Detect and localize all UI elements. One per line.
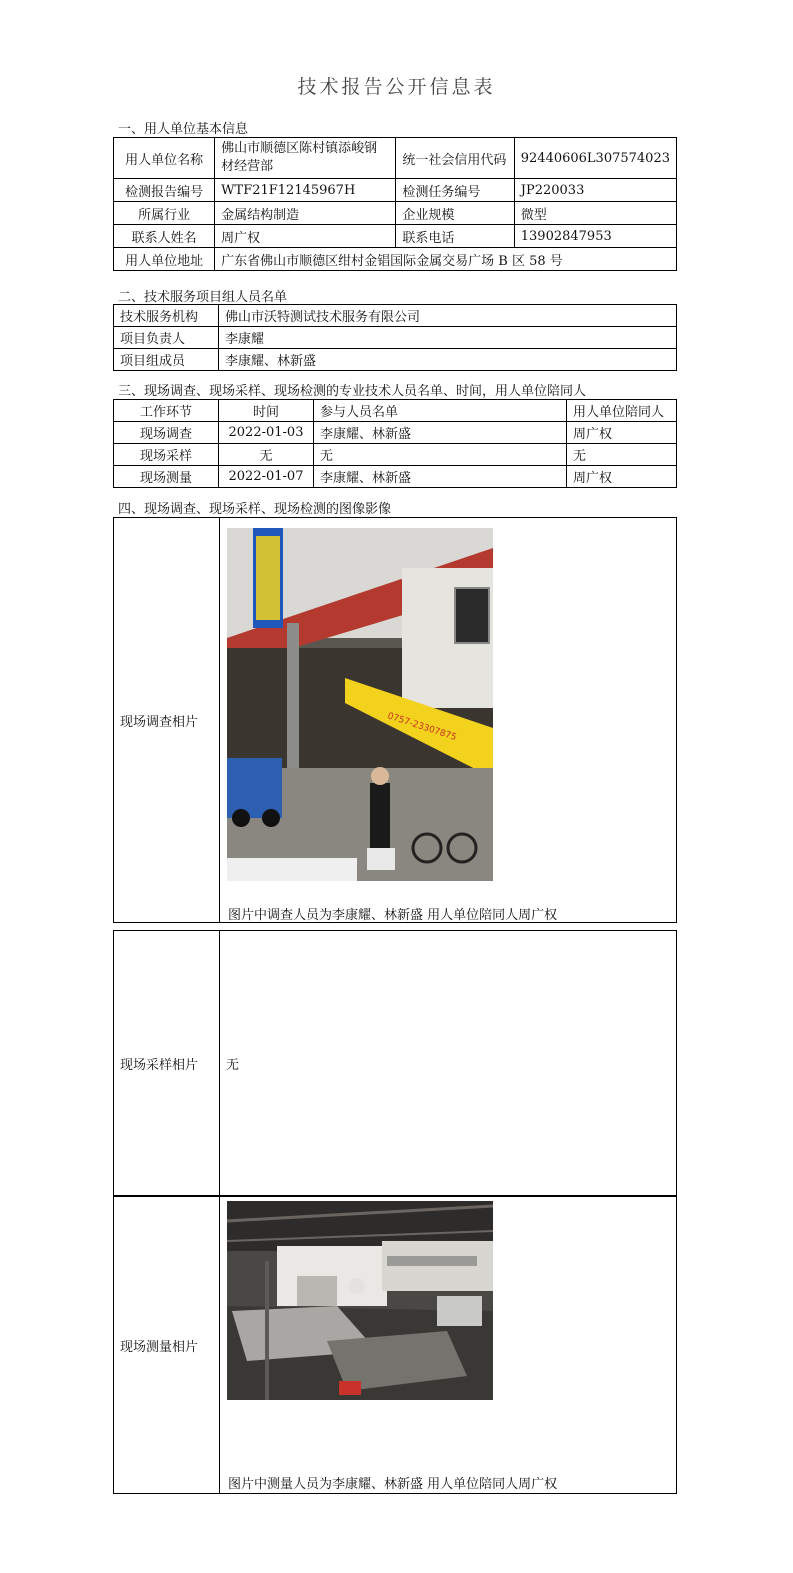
cell: 所属行业 (114, 202, 215, 225)
table-row (114, 138, 677, 179)
cell: 92440606L307574023 (514, 138, 676, 179)
table-row (114, 179, 677, 202)
survey-photo-label: 现场调查相片 (114, 518, 220, 923)
cell: 李康耀、林新盛 (314, 422, 567, 444)
cell: 周广权 (567, 422, 677, 444)
sampling-photo-value: 无 (220, 931, 677, 1196)
header-cell: 参与人员名单 (314, 400, 567, 422)
team-table (113, 304, 677, 371)
cell: JP220033 (514, 179, 676, 202)
measure-photo-cell (220, 1197, 677, 1494)
cell: 李康耀 (219, 327, 677, 349)
section4-heading: 四、现场调查、现场采样、现场检测的图像影像 (118, 502, 392, 517)
table-row (114, 305, 677, 327)
cell: 李康耀、林新盛 (314, 466, 567, 488)
warehouse-entrance-image (227, 528, 493, 881)
cell: 佛山市沃特测试技术服务有限公司 (219, 305, 677, 327)
cell: 13902847953 (514, 225, 676, 248)
cell: 项目负责人 (114, 327, 219, 349)
table-row (114, 1197, 677, 1494)
sign-phone-text: 0757-23307875 (386, 711, 458, 744)
cell: 联系电话 (396, 225, 514, 248)
cell: 金属结构制造 (215, 202, 396, 225)
table-row (114, 349, 677, 371)
basic-info-table (113, 137, 677, 271)
cell: 联系人姓名 (114, 225, 215, 248)
sampling-photo-label: 现场采样相片 (114, 931, 220, 1196)
table-row (114, 466, 677, 488)
survey-photo-cell (220, 518, 677, 923)
sampling-photo-table (113, 930, 677, 1196)
header-cell: 用人单位陪同人 (567, 400, 677, 422)
cell: 现场调查 (114, 422, 219, 444)
table-row (114, 931, 677, 1196)
cell: 佛山市顺德区陈村镇添峻钢材经营部 (215, 138, 396, 179)
survey-photo-caption: 图片中调查人员为李康耀、林新盛 用人单位陪同人周广权 (228, 908, 558, 923)
table-row (114, 225, 677, 248)
page-title: 技术报告公开信息表 (297, 76, 496, 98)
table-row (114, 327, 677, 349)
cell: 检测报告编号 (114, 179, 215, 202)
cell: 微型 (514, 202, 676, 225)
section1-heading: 一、用人单位基本信息 (118, 122, 249, 137)
cell: 李康耀、林新盛 (219, 349, 677, 371)
cell: WTF21F12145967H (215, 179, 396, 202)
cell: 广东省佛山市顺德区绀村金锠国际金属交易广场 B 区 58 号 (215, 248, 677, 271)
measure-photo-label: 现场测量相片 (114, 1197, 220, 1494)
table-header-row (114, 400, 677, 422)
schedule-table (113, 399, 677, 488)
cell: 2022-01-03 (219, 422, 314, 444)
cell: 项目组成员 (114, 349, 219, 371)
cell: 技术服务机构 (114, 305, 219, 327)
measure-photo-table (113, 1196, 677, 1494)
workshop-image (227, 1201, 493, 1400)
header-cell: 工作环节 (114, 400, 219, 422)
section3-heading: 三、现场调查、现场采样、现场检测的专业技术人员名单、时间，用人单位陪同人 (118, 384, 587, 399)
cell: 用人单位地址 (114, 248, 215, 271)
cell: 无 (219, 444, 314, 466)
cell: 2022-01-07 (219, 466, 314, 488)
cell: 周广权 (215, 225, 396, 248)
survey-photo-table (113, 517, 677, 923)
table-row (114, 202, 677, 225)
table-row (114, 444, 677, 466)
cell: 无 (314, 444, 567, 466)
measure-photo (227, 1201, 493, 1400)
table-row (114, 248, 677, 271)
cell: 统一社会信用代码 (396, 138, 514, 179)
table-row (114, 518, 677, 923)
header-cell: 时间 (219, 400, 314, 422)
section2-heading: 二、技术服务项目组人员名单 (118, 290, 288, 305)
cell: 现场测量 (114, 466, 219, 488)
survey-photo (227, 528, 493, 881)
cell: 现场采样 (114, 444, 219, 466)
cell: 周广权 (567, 466, 677, 488)
table-row (114, 422, 677, 444)
cell: 用人单位名称 (114, 138, 215, 179)
cell: 检测任务编号 (396, 179, 514, 202)
measure-photo-caption: 图片中测量人员为李康耀、林新盛 用人单位陪同人周广权 (228, 1477, 558, 1492)
cell: 企业规模 (396, 202, 514, 225)
cell: 无 (567, 444, 677, 466)
